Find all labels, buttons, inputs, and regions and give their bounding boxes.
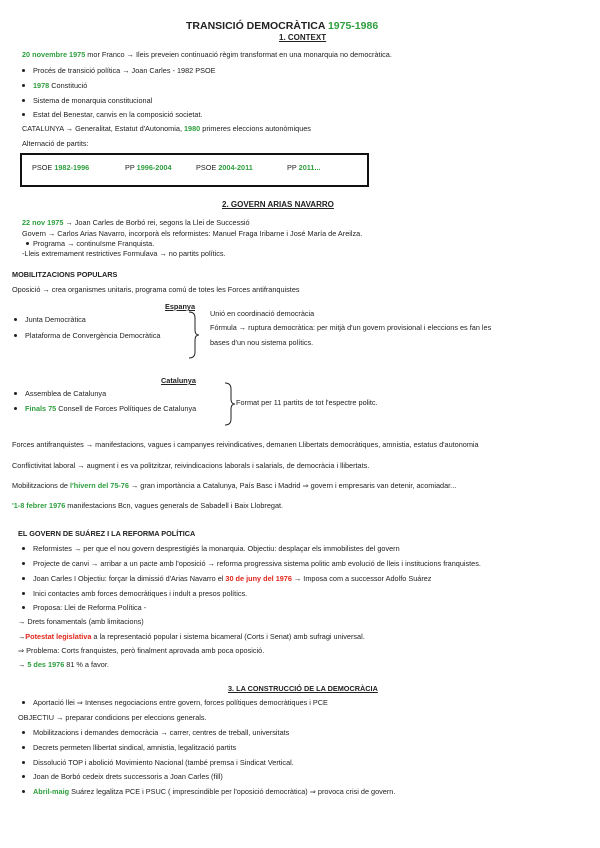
arias-line — [22, 218, 250, 228]
line-text: → — [18, 660, 28, 669]
suarez-heading: EL GOVERN DE SUÁREZ I LA REFORMA POLÍTICA — [18, 529, 196, 538]
list-item-text: Junta Democràtica — [25, 315, 86, 324]
party-years: 2004-2011 — [218, 163, 253, 172]
list-item — [14, 389, 106, 399]
date-highlight: Finals 75 — [25, 404, 57, 413]
date-highlight: '1-8 febrer 1976 — [12, 501, 66, 510]
party-entry — [32, 163, 89, 173]
title-years: 1975-1986 — [327, 20, 379, 32]
title-main: TRANSICIÓ DEMOCRÀTICA — [186, 20, 328, 32]
year-highlight: 1980 — [184, 124, 201, 133]
list-item — [14, 404, 196, 414]
list-item-text: Decrets permeten llibertat sindical, amnistia, legalització partits — [33, 743, 237, 752]
list-item — [22, 544, 400, 554]
reform-line — [18, 632, 365, 642]
alternation-label: Alternació de partits: — [22, 139, 89, 148]
list-item-text: Assemblea de Catalunya — [25, 389, 107, 398]
list-item — [22, 772, 223, 782]
party-years: 2011... — [298, 163, 321, 172]
list-item-text: Procés de transició política → Joan Carles - 1982 PSOE — [33, 66, 216, 75]
list-item — [26, 239, 154, 249]
keyword-highlight: Potestat legislativa — [25, 632, 92, 641]
catalunya-note: Format per 11 partits de tot l'espectre politc. — [236, 398, 378, 407]
list-item — [22, 787, 395, 797]
list-item — [22, 728, 289, 738]
list-item — [22, 110, 203, 120]
line-text: CATALUNYA → Generalitat, Estatut d'Autonomia, — [22, 124, 184, 133]
list-item-text: Dissolució TOP i abolició Movimiento Nacional (també premsa i Sindicat Vertical. — [33, 758, 294, 767]
list-item-text: Mobilitzacions i demandes democràcia → carrer, centres de treball, universitats — [33, 728, 290, 737]
objective-line: OBJECTIU → preparar condicions per eleccions generals. — [18, 713, 207, 722]
line-text: manifestacions Bcn, vagues generals de Sabadell i Baix Llobregat. — [65, 501, 284, 510]
list-item-text: → Imposa com a successor Adolfo Suárez — [291, 574, 432, 583]
section-2-heading: 2. GOVERN ARIAS NAVARRO — [222, 200, 334, 209]
party-name: PSOE — [196, 163, 219, 172]
intro-text: mor Franco → Ileis preveien continuació règim transformat en una monarquia no democràtica. — [85, 50, 392, 59]
list-item-text: Joan de Borbó cedeix drets successoris a Joan Carles (fill) — [33, 772, 223, 781]
section-1-heading: 1. CONTEXT — [279, 33, 327, 42]
list-item-text: Aportació llei ⇒ Intenses negociacions entre govern, forces polítiques democràtiques i PCE — [33, 698, 328, 707]
line-text: → — [18, 632, 26, 641]
list-item — [22, 758, 294, 768]
espanya-note: Unió en coordinació democràcia — [210, 309, 315, 318]
list-item-text: Reformistes → per que el nou govern desprestigiés la monarquia. Objectiu: desplaçar els immobilistes del govern — [33, 544, 400, 553]
catalunya-line — [22, 124, 311, 134]
catalunya-label: Catalunya — [161, 376, 196, 385]
arias-line: Govern → Carlos Arias Navarro, incorporà els reformistes: Manuel Fraga Iribarne i José María de Areilza. — [22, 229, 363, 238]
arias-line: -Lleis extremament restrictives Formulava → no partits polítics. — [22, 249, 226, 258]
party-name: PP — [287, 163, 299, 172]
list-item-text: Proposa: Llei de Reforma Política - — [33, 603, 147, 612]
espanya-label: Espanya — [165, 302, 196, 311]
list-item — [22, 559, 481, 569]
list-item — [22, 96, 152, 106]
line-text: Mobilitzacions de — [12, 481, 70, 490]
date-highlight: 30 de juny del 1976 — [225, 574, 292, 583]
list-item-text: Constitució — [49, 81, 88, 90]
date-highlight: 20 novembre 1975 — [22, 50, 86, 59]
year-highlight: 1978 — [33, 81, 50, 90]
date-highlight: l'hivern del 75-76 — [70, 481, 129, 490]
line-text: → gran importància a Catalunya, País Basc i Madrid ⇒ govern i empresaris van detenir, acomiadar... — [128, 481, 457, 490]
brace-icon — [222, 381, 236, 427]
list-item-text: Estat del Benestar, canvis en la composició societat. — [33, 110, 203, 119]
espanya-note: bases d'un nou sistema polítics. — [210, 338, 314, 347]
list-item — [14, 315, 86, 325]
date-highlight: 5 des 1976 — [27, 660, 65, 669]
list-item — [14, 331, 160, 341]
section-3-heading: 3. LA CONSTRUCCIÓ DE LA DEMOCRÀCIA — [228, 684, 378, 693]
list-item-text: Suárez legalitza PCE i PSUC ( imprescindible per l'oposició democràtica) ⇒ provoca crisi de govern. — [69, 787, 396, 796]
paragraph — [12, 481, 456, 491]
party-years: 1996-2004 — [136, 163, 172, 172]
party-years: 1982-1996 — [54, 163, 90, 172]
list-item-text: Projecte de canvi → arribar a un pacte amb l'oposició → reforma progressiva sistema politic amb evolució de lleis i institucions franquistes. — [33, 559, 481, 568]
list-item — [22, 574, 431, 584]
party-entry — [125, 163, 172, 173]
party-name: PP — [125, 163, 137, 172]
list-item — [22, 66, 216, 76]
date-highlight: 22 nov 1975 — [22, 218, 64, 227]
line-text: 81 % a favor. — [64, 660, 109, 669]
list-item-text: Programa → continuïsme Franquista. — [33, 239, 155, 248]
list-item-text: Sistema de monarquia constitucional — [33, 96, 153, 105]
party-entry — [196, 163, 253, 173]
date-highlight: Abril-maig — [33, 787, 70, 796]
list-item-text: Joan Carles I Objectiu: forçar la dimissió d'Arias Navarro el — [33, 574, 226, 583]
list-item-text: Plataforma de Convergència Democràtica — [25, 331, 161, 340]
list-item — [22, 743, 236, 753]
line-text: → Joan Carles de Borbó rei, segons la Llei de Successió — [63, 218, 250, 227]
line-text: a la representació popular i sistema bicameral (Corts i Senat) amb sufragi universal. — [91, 632, 365, 641]
brace-icon — [186, 310, 200, 360]
mobilizations-intro: Oposició → crea organismes unitaris, programa comú de totes les Forces antifranquistes — [12, 285, 300, 294]
paragraph: Conflictivitat laboral → augment i es va politzitzar, reivindicacions laborals i salarials, de democràcia i llibertats. — [12, 461, 370, 470]
reform-line: ⇒ Problema: Corts franquistes, però finalment aprovada amb poca oposició. — [18, 646, 265, 655]
espanya-note: Fórmula → ruptura democràtica: per mitjà d'un govern provisional i eleccions es fan les — [210, 323, 492, 332]
list-item — [22, 698, 328, 708]
party-name: PSOE — [32, 163, 55, 172]
list-item-text: Consell de Forces Polítiques de Catalunya — [56, 404, 197, 413]
party-entry — [287, 163, 321, 173]
line-text: primeres eleccions autonòmiques — [200, 124, 311, 133]
reform-line: → Drets fonamentals (amb limitacions) — [18, 617, 144, 626]
list-item — [22, 589, 247, 599]
list-item — [22, 603, 146, 613]
mobilizations-heading: MOBILITZACIONS POPULARS — [12, 270, 118, 279]
reform-line — [18, 660, 109, 670]
context-intro — [22, 50, 392, 60]
paragraph: Forces antifranquistes → manifestacions, vagues i campanyes reivindicatives, demanen Llibertats democràtiques, amnistia, estatus d'autonomia — [12, 440, 479, 449]
list-item — [22, 81, 87, 91]
paragraph — [12, 501, 283, 511]
list-item-text: Inici contactes amb forces democràtiques i indult a presos polítics. — [33, 589, 248, 598]
page-title — [186, 20, 378, 32]
